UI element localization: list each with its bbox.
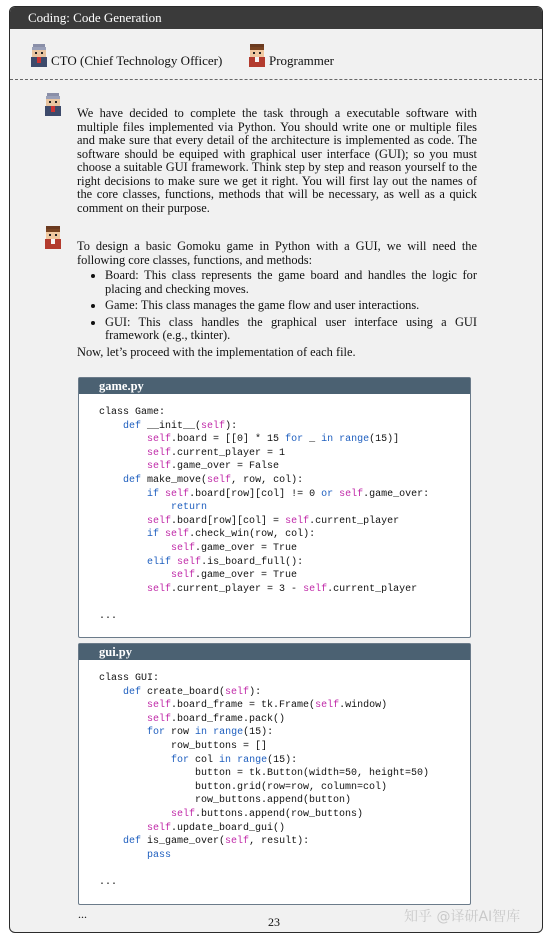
- programmer-intro: To design a basic Gomoku game in Python with a GUI, we will need the following core classes, functions, and methods:: [77, 239, 477, 267]
- role-cto: [28, 43, 222, 69]
- programmer-avatar-icon: [246, 43, 268, 69]
- class-list: [77, 269, 477, 343]
- code-file-game: [78, 377, 471, 638]
- cto-message-text: We have decided to complete the task through a executable software with multiple files implemented via Python. You should write one or multiple files and make sure that every detail of the architecture is implemented as code. The software should be equiped with graphical user interface (GUI); so you must choose a suitable GUI framework. Think step by step and reason yourself to the right decisions to make sure we get it right. You will first lay out the names of the core classes, functions, methods that will be necessary, as well as a quick comment on their purpose.: [77, 106, 477, 215]
- divider: [10, 79, 542, 80]
- programmer-outro: Now, let’s proceed with the implementation of each file.: [77, 344, 356, 359]
- list-item: • GUI: This class handles the graphical user interface using a GUI framework (e.g., tkinter).: [105, 316, 477, 343]
- code-file-gui: [78, 643, 471, 905]
- programmer-avatar-icon: [42, 225, 64, 251]
- code-file-title: game.py: [79, 378, 470, 394]
- watermark: 知乎 @译研AI智库: [404, 909, 521, 925]
- code-block: class GUI: def create_board(self): self.board_frame = tk.Frame(self.window) self.board_frame.pack() for row in range(15): row_buttons = [] for col in range(15): button = tk.Button(width=50, height=50) button.grid(row=row, column=col) row_buttons.append(button) self.buttons.append(row_buttons) self.update_board_gui() def is_game_over(self, result): pass ...: [99, 673, 430, 888]
- dialogue-frame: [9, 6, 543, 933]
- frame-header: Coding: Code Generation: [10, 7, 542, 29]
- list-item: • Game: This class manages the game flow and user interactions.: [105, 299, 477, 313]
- role-label: CTO (Chief Technology Officer): [51, 53, 223, 68]
- list-item: • Board: This class represents the game board and handles the logic for placing and checking moves.: [105, 269, 477, 296]
- code-block: class Game: def __init__(self): self.board = [[0] * 15 for _ in range(15)] self.current_player = 1 self.game_over = False def make_move(self, row, col): if self.board[row][col] != 0 or self.game_over: return self.board[row][col] = self.current_player if self.check_win(row, col): self.game_over = True elif self.is_board_full(): self.game_over = True self.current_player = 3 - self.current_player ...: [99, 407, 430, 622]
- trailing-ellipsis: ...: [78, 907, 87, 921]
- role-programmer: [246, 43, 334, 69]
- code-file-title: gui.py: [79, 644, 470, 660]
- cto-avatar-icon: [28, 43, 50, 69]
- programmer-message-text: [77, 240, 477, 359]
- role-label: Programmer: [269, 53, 334, 68]
- roles-row: [10, 29, 542, 79]
- cto-avatar-icon: [42, 92, 64, 118]
- page-number: 23: [268, 915, 280, 929]
